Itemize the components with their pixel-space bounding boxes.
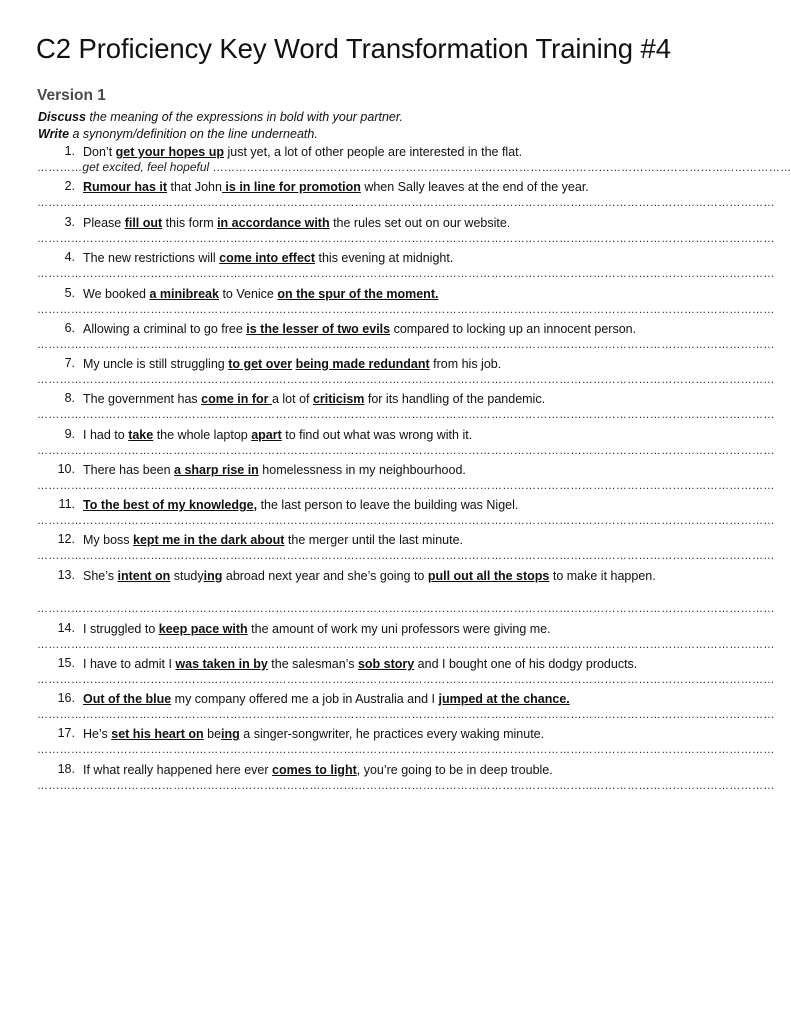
answer-line[interactable]: ……………………………………………………………………………………………………………………………………………………………………………: [37, 197, 775, 209]
instruction-discuss: [38, 110, 403, 124]
item-sentence: [83, 427, 723, 444]
item-number: 2.: [64, 179, 75, 193]
item-number: 5.: [64, 286, 75, 300]
sentence-text: this form: [162, 216, 218, 230]
sentence-text: when Sally leaves at the end of the year.: [360, 180, 589, 194]
sentence-text: from his job.: [429, 357, 502, 371]
item-sentence: [83, 356, 723, 373]
instruction-text: a synonym/definition on the line underneath.: [69, 127, 318, 141]
item-number: 6.: [64, 321, 75, 335]
sentence-text: Allowing a criminal to go free: [83, 322, 247, 336]
item-number: 17.: [57, 726, 75, 740]
key-expression: ing: [203, 569, 223, 583]
item-number: 10.: [57, 462, 75, 476]
answer-line[interactable]: ……………………………………………………………………………………………………………………………………………………………………………: [37, 233, 775, 245]
item-sentence: [83, 391, 723, 408]
key-expression: is in line for promotion: [221, 180, 361, 194]
sentence-text: just yet, a lot of other people are interested in the flat.: [224, 145, 523, 159]
sentence-text: The government has: [83, 392, 202, 406]
sentence-text: , you’re going to be in deep trouble.: [356, 763, 553, 777]
key-expression: to get over: [228, 357, 293, 371]
version-heading: Version 1: [37, 87, 106, 104]
sentence-text: The new restrictions will: [83, 251, 220, 265]
key-expression: in accordance with: [217, 216, 330, 230]
instruction-text: the meaning of the expressions in bold with your partner.: [85, 110, 404, 124]
key-expression: sob story: [357, 657, 415, 671]
key-expression: criticism: [312, 392, 365, 406]
key-expression: on the spur of the moment.: [277, 287, 439, 301]
key-expression: get your hopes up: [115, 145, 224, 159]
item-sentence: [83, 691, 723, 708]
key-expression: take: [128, 428, 154, 442]
key-expression: is the lesser of two evils: [246, 322, 391, 336]
sentence-text: My boss: [83, 533, 134, 547]
answer-line[interactable]: ……………………………………………………………………………………………………………………………………………………………………………: [37, 268, 775, 280]
sentence-text: abroad next year and she’s going to: [222, 569, 428, 583]
item-sentence: [83, 621, 723, 638]
sentence-text: to Venice: [218, 287, 278, 301]
item-sentence: [83, 568, 723, 585]
item-sentence: [83, 250, 723, 267]
answer-line[interactable]: ……………………………………………………………………………………………………………………………………………………………………………: [37, 515, 775, 527]
key-expression: being made redundant: [295, 357, 430, 371]
sentence-text: I have to admit I: [83, 657, 176, 671]
sentence-text: I had to: [83, 428, 129, 442]
item-number: 8.: [64, 391, 75, 405]
sentence-text: this evening at midnight.: [315, 251, 454, 265]
sentence-text: There has been: [83, 463, 175, 477]
item-number: 13.: [57, 568, 75, 582]
key-expression: ing: [221, 727, 240, 741]
item-number: 7.: [64, 356, 75, 370]
item-sentence: [83, 656, 723, 673]
sentence-text: She’s: [83, 569, 118, 583]
answer-line[interactable]: ……………………………………………………………………………………………………………………………………………………………………………: [37, 639, 775, 651]
item-number: 16.: [57, 691, 75, 705]
sentence-text: be: [203, 727, 222, 741]
example-answer-text: get excited, feel hopeful: [82, 160, 210, 174]
answer-line[interactable]: ……………………………………………………………………………………………………………………………………………………………………………: [37, 374, 775, 386]
key-expression: apart: [251, 428, 282, 442]
item-number: 18.: [57, 762, 75, 776]
answer-line[interactable]: ……………………………………………………………………………………………………………………………………………………………………………: [37, 780, 775, 792]
sentence-text: homelessness in my neighbourhood.: [258, 463, 466, 477]
sentence-text: to find out what was wrong with it.: [281, 428, 473, 442]
sentence-text: We booked: [83, 287, 150, 301]
answer-line[interactable]: ……………………………………………………………………………………………………………………………………………………………………………: [37, 709, 775, 721]
sentence-text: If what really happened here ever: [83, 763, 273, 777]
sentence-text: compared to locking up an innocent person.: [390, 322, 637, 336]
instruction-lead: Discuss: [38, 110, 86, 124]
answer-line-example[interactable]: [37, 160, 791, 174]
item-sentence: [83, 215, 723, 232]
answer-line[interactable]: ……………………………………………………………………………………………………………………………………………………………………………: [37, 744, 775, 756]
instruction-write: [38, 127, 318, 141]
key-expression: set his heart on: [111, 727, 204, 741]
key-expression: comes to light: [272, 763, 357, 777]
sentence-text: Don’t: [83, 145, 116, 159]
answer-dots: …………: [37, 162, 83, 174]
item-number: 4.: [64, 250, 75, 264]
sentence-text: My uncle is still struggling: [83, 357, 229, 371]
key-expression: Rumour has it: [83, 180, 168, 194]
sentence-text: the amount of work my uni professors were giving me.: [247, 622, 551, 636]
sentence-text: the salesman’s: [267, 657, 358, 671]
sentence-text: I struggled to: [83, 622, 159, 636]
item-number: 15.: [57, 656, 75, 670]
answer-line[interactable]: ……………………………………………………………………………………………………………………………………………………………………………: [37, 304, 775, 316]
key-expression: Out of the blue: [83, 692, 172, 706]
sentence-text: He’s: [83, 727, 112, 741]
instruction-lead: Write: [38, 127, 70, 141]
item-sentence: [83, 321, 723, 338]
key-expression: intent on: [117, 569, 171, 583]
answer-dots: ………………………………………………………………………………………………………………………………………: [209, 162, 791, 174]
sentence-text: a lot of: [271, 392, 313, 406]
answer-line[interactable]: ……………………………………………………………………………………………………………………………………………………………………………: [37, 550, 775, 562]
answer-line[interactable]: ……………………………………………………………………………………………………………………………………………………………………………: [37, 409, 775, 421]
page-title: C2 Proficiency Key Word Transformation Training #4: [36, 33, 671, 64]
sentence-text: to make it happen.: [549, 569, 656, 583]
item-sentence: [83, 762, 723, 779]
key-expression: fill out: [124, 216, 163, 230]
key-expression: a sharp rise in: [174, 463, 259, 477]
key-expression: keep pace with: [158, 622, 248, 636]
sentence-text: my company offered me a job in Australia and I: [171, 692, 439, 706]
item-sentence: [83, 497, 723, 514]
item-sentence: [83, 462, 723, 479]
key-expression: To the best of my knowledge,: [83, 498, 258, 512]
item-number: 3.: [64, 215, 75, 229]
item-sentence: [83, 286, 723, 303]
answer-line[interactable]: ……………………………………………………………………………………………………………………………………………………………………………: [37, 603, 775, 615]
item-number: 11.: [58, 497, 75, 511]
sentence-text: the rules set out on our website.: [329, 216, 511, 230]
key-expression: kept me in the dark about: [133, 533, 285, 547]
answer-line[interactable]: ……………………………………………………………………………………………………………………………………………………………………………: [37, 445, 775, 457]
item-number: 9.: [64, 427, 75, 441]
item-number: 14.: [57, 621, 75, 635]
key-expression: come into effect: [219, 251, 316, 265]
item-sentence: [83, 532, 723, 549]
item-sentence: [83, 144, 723, 161]
key-expression: was taken in by: [175, 657, 268, 671]
key-expression: come in for: [201, 392, 272, 406]
sentence-text: for its handling of the pandemic.: [364, 392, 546, 406]
answer-line[interactable]: ……………………………………………………………………………………………………………………………………………………………………………: [37, 674, 775, 686]
sentence-text: that John: [167, 180, 222, 194]
item-sentence: [83, 726, 723, 743]
sentence-text: the whole laptop: [153, 428, 252, 442]
key-expression: pull out all the stops: [427, 569, 550, 583]
sentence-text: a singer-songwriter, he practices every waking minute.: [239, 727, 545, 741]
sentence-text: and I bought one of his dodgy products.: [414, 657, 638, 671]
sentence-text: the last person to leave the building was Nigel.: [257, 498, 519, 512]
item-sentence: [83, 179, 723, 196]
key-expression: jumped at the chance.: [438, 692, 570, 706]
item-number: 12.: [57, 532, 75, 546]
item-number: 1.: [64, 144, 75, 158]
key-expression: a minibreak: [149, 287, 219, 301]
answer-line[interactable]: ……………………………………………………………………………………………………………………………………………………………………………: [37, 339, 775, 351]
sentence-text: study: [170, 569, 204, 583]
sentence-text: the merger until the last minute.: [284, 533, 463, 547]
answer-line[interactable]: ……………………………………………………………………………………………………………………………………………………………………………: [37, 480, 775, 492]
sentence-text: Please: [83, 216, 125, 230]
